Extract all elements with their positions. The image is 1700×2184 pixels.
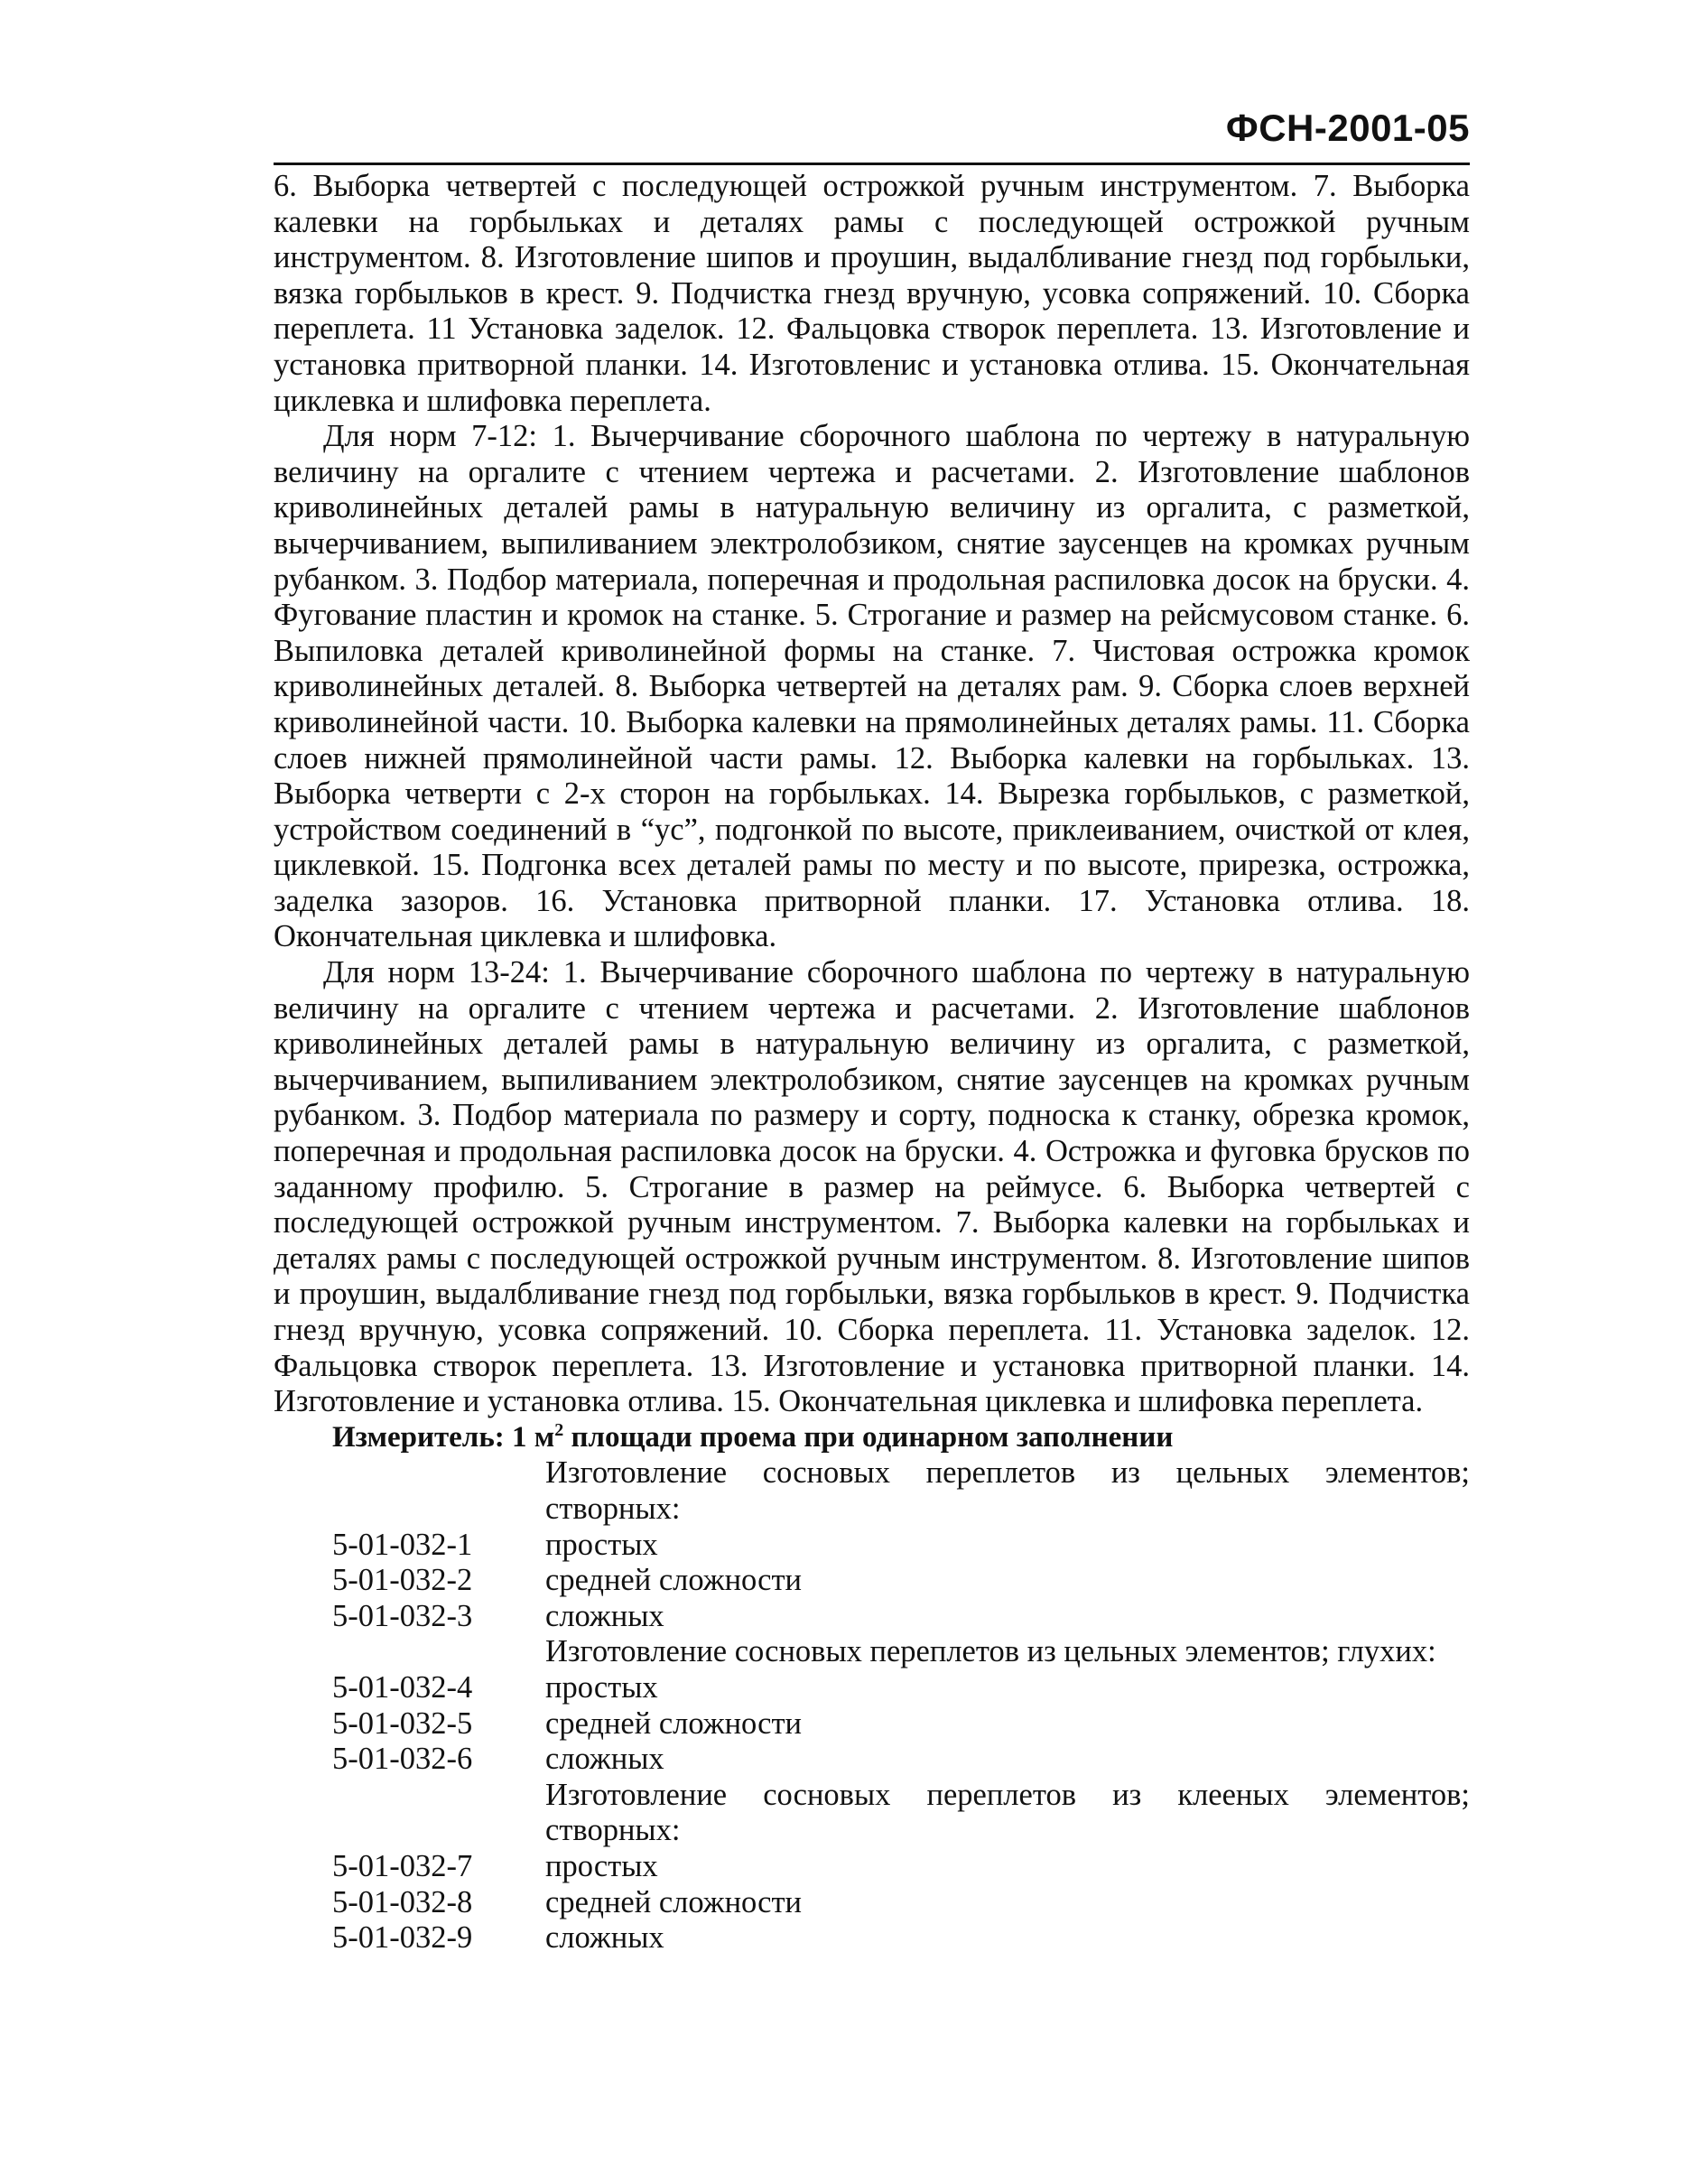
norm-code [274, 1778, 545, 1849]
norm-code: 5-01-032-2 [332, 1563, 473, 1598]
norm-group-title: Изготовление сосновых переплетов из клееных элементов; створных: [545, 1777, 1470, 1848]
norm-description: простых [545, 1848, 658, 1883]
measurement-unit-description: площади проема при одинарном заполнении [563, 1420, 1174, 1454]
norm-description: простых [545, 1527, 658, 1562]
norms-group-row [274, 1634, 1470, 1670]
norm-code: 5-01-032-8 [332, 1884, 473, 1919]
norms-table [274, 1455, 1470, 1956]
norm-group-title: Изготовление сосновых переплетов из цельных элементов; глухих: [545, 1634, 1436, 1669]
norm-row [274, 1528, 1470, 1564]
measurement-unit [274, 1420, 1470, 1456]
work-steps-norms-13-24: Для норм 13-24: 1. Вычерчивание сборочного шаблона по чертежу в натуральную величину на оргалите с чтением чертежа и расчетами. 2. Изготовление шаблонов криволинейных деталей рамы в натуральную величину из оргалита, с разметкой, вычерчиванием, выпиливанием электролобзиком, снятие заусенцев на кромках ручным рубанком. 3. Подбор материала по размеру и сорту, подноска к станку, обрезка кромок, поперечная и продольная распиловка досок на бруски. 4. Острожка и фуговка брусков по заданному профилю. 5. Строгание в размер на реймусе. 6. Выборка четвертей с последующей острожкой ручным инструментом. 7. Выборка калевки на горбыльках и деталях рамы с последующей острожкой ручным инструментом. 8. Изготовление шипов и проушин, выдалбливание гнезд под горбыльки, вязка горбыльков в крест. 9. Подчистка гнезд вручную, усовка сопряжений. 10. Сборка переплета. 11. Установка заделок. 12. Фальцовка створок переплета. 13. Изготовление и установка притворной планки. 14. Изготовление и установка отлива. 15. Окончательная циклевка и шлифовка переплета. [274, 955, 1470, 1419]
norm-group-title: Изготовление сосновых переплетов из цельных элементов; створных: [545, 1455, 1470, 1526]
norm-code: 5-01-032-3 [332, 1598, 473, 1633]
work-steps-norms-7-12: Для норм 7-12: 1. Вычерчивание сборочного шаблона по чертежу в натуральную величину на оргалите с чтением чертежа и расчетами. 2. Изготовление шаблонов криволинейных деталей рамы в натуральную величину из оргалита, с разметкой, вычерчиванием, выпиливанием электролобзиком, снятие заусенцев на кромках ручным рубанком. 3. Подбор материала, поперечная и продольная распиловка досок на бруски. 4. Фугование пластин и кромок на станке. 5. Строгание и размер на рейсмусовом станке. 6. Выпиловка деталей криволинейной формы на станке. 7. Чистовая острожка кромок криволинейных деталей. 8. Выборка четвертей на деталях рам. 9. Сборка слоев верхней криволинейной части. 10. Выборка калевки на прямолинейных деталях рамы. 11. Сборка слоев нижней прямолинейной части рамы. 12. Выборка калевки на горбыльках. 13. Выборка четверти с 2-х сторон на горбыльках. 14. Вырезка горбыльков, с разметкой, устройством соединений в “ус”, подгонкой по высоте, приклеиванием, очисткой от клея, циклевкой. 15. Подгонка всех деталей рамы по месту и по высоте, прирезка, острожка, заделка зазоров. 16. Установка притворной планки. 17. Установка отлива. 18. Окончательная циклевка и шлифовка. [274, 419, 1470, 954]
norm-code: 5-01-032-9 [332, 1920, 473, 1956]
norm-code: 5-01-032-5 [332, 1705, 473, 1741]
norm-row [274, 1599, 1470, 1635]
measurement-unit-superscript: 2 [554, 1419, 564, 1440]
norm-row [274, 1563, 1470, 1599]
norm-description: сложных [545, 1920, 664, 1956]
norm-row [274, 1920, 1470, 1956]
norm-row [274, 1670, 1470, 1706]
norm-code: 5-01-032-6 [332, 1742, 473, 1777]
norm-description: сложных [545, 1598, 664, 1633]
document-code: ФСН-2001-05 [1225, 107, 1470, 149]
norm-code: 5-01-032-7 [332, 1848, 473, 1883]
norm-code: 5-01-032-4 [332, 1669, 473, 1705]
norm-row [274, 1849, 1470, 1885]
document-body [274, 169, 1470, 1956]
norm-description: средней сложности [545, 1705, 803, 1741]
norm-description: простых [545, 1669, 658, 1705]
measurement-unit-label: Измеритель: 1 м [332, 1420, 555, 1454]
norm-row [274, 1742, 1470, 1778]
norms-group-row [274, 1778, 1470, 1849]
norm-code [274, 1634, 545, 1670]
norm-row [274, 1885, 1470, 1921]
norm-description: средней сложности [545, 1884, 803, 1919]
norm-code: 5-01-032-1 [332, 1527, 473, 1562]
norm-code [274, 1455, 545, 1527]
norm-description: средней сложности [545, 1563, 803, 1598]
norm-description: сложных [545, 1742, 664, 1777]
header-divider [274, 163, 1470, 165]
norm-row [274, 1706, 1470, 1743]
norms-group-row [274, 1455, 1470, 1527]
work-steps-paragraph: 6. Выборка четвертей с последующей острожкой ручным инструментом. 7. Выборка калевки на горбыльках и деталях рамы с последующей острожкой ручным инструментом. 8. Изготовление шипов и проушин, выдалбливание гнезд под горбыльки, вязка горбыльков в крест. 9. Подчистка гнезд вручную, усовка сопряжений. 10. Сборка переплета. 11 Установка заделок. 12. Фальцовка створок переплета. 13. Изготовление и установка притворной планки. 14. Изготовленис и установка отлива. 15. Окончательная циклевка и шлифовка переплета. [274, 169, 1470, 418]
